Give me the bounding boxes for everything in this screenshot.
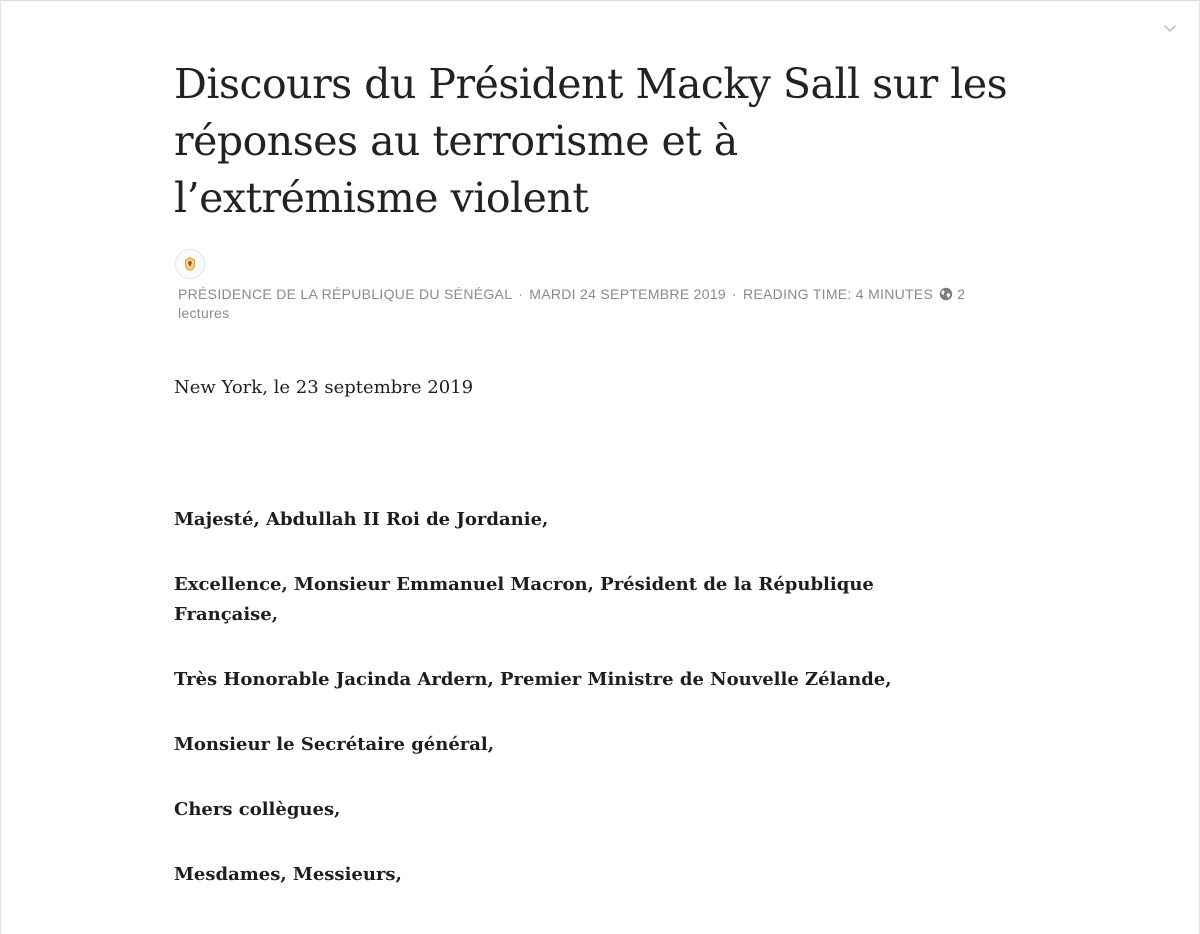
meta-line [178,285,1028,323]
salutation: Mesdames, Messieurs, [174,864,402,885]
salutation: Excellence, Monsieur Emmanuel Macron, Président de la République Française, [174,574,874,625]
reads-label: lectures [178,305,230,321]
article-title: Discours du Président Macky Sall sur les réponses au terrorisme et à l’extrémisme violent [174,60,1008,222]
salutation: Majesté, Abdullah II Roi de Jordanie, [174,509,549,530]
article-body [174,373,1034,890]
author-name[interactable]: PRÉSIDENCE DE LA RÉPUBLIQUE DU SÉNÉGAL [178,286,513,302]
salutation: Monsieur le Secrétaire général, [174,734,495,755]
salutation: Très Honorable Jacinda Ardern, Premier Ministre de Nouvelle Zélande, [174,669,892,690]
meta-separator: · [518,286,524,302]
chevron-down-icon[interactable] [1163,23,1177,33]
reading-time: READING TIME: 4 MINUTES [742,286,934,302]
article [174,56,1034,925]
place-date: New York, le 23 septembre 2019 [174,377,474,398]
meta-separator: · [732,286,737,302]
article-meta [174,249,1034,323]
globe-icon [939,287,953,301]
salutation: Chers collègues, [174,799,341,820]
reads-count: 2 [957,286,966,302]
presidential-seal-icon [182,256,198,272]
publish-date: MARDI 24 SEPTEMBRE 2019 [529,286,726,302]
author-avatar[interactable] [175,249,205,279]
